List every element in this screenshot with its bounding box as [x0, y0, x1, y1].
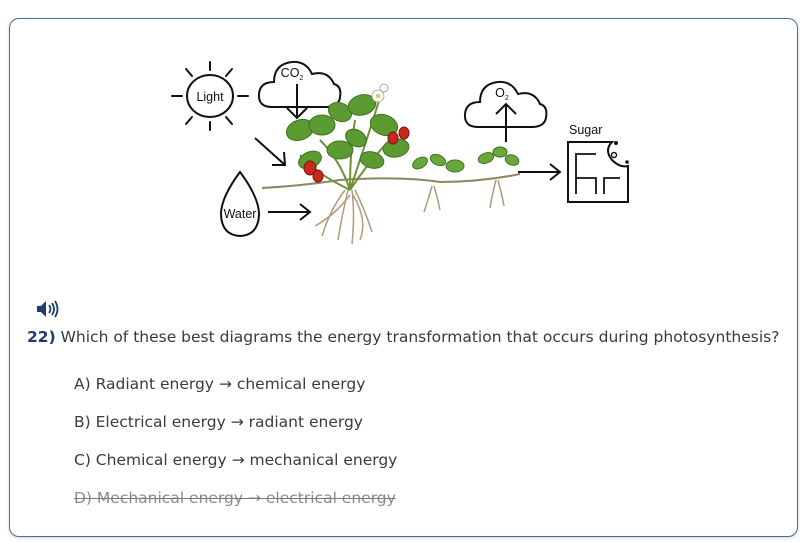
- light-arrow: [255, 138, 285, 165]
- speaker-icon: [35, 298, 61, 320]
- sugar-arrow: [518, 164, 560, 180]
- choice-c[interactable]: C) Chemical energy → mechanical energy: [74, 451, 398, 469]
- question-text: [27, 328, 779, 346]
- o2-cloud-icon: [465, 82, 546, 142]
- sugar-icon: [568, 123, 629, 202]
- sugar-label: Sugar: [569, 123, 603, 137]
- water-label: Water: [223, 207, 257, 221]
- audio-button[interactable]: [35, 298, 61, 320]
- sun-icon: [172, 62, 248, 130]
- question-number: 22): [27, 328, 56, 346]
- light-label: Light: [196, 90, 224, 104]
- o2-label: $O_2$: [495, 86, 509, 102]
- choice-b[interactable]: B) Electrical energy → radiant energy: [74, 413, 363, 431]
- co2-label: $CO_2$: [280, 66, 304, 82]
- question-prompt: Which of these best diagrams the energy transformation that occurs during photosynthesis?: [60, 328, 780, 346]
- choice-d[interactable]: D) Mechanical energy → electrical energy: [74, 489, 396, 507]
- choice-a[interactable]: A) Radiant energy → chemical energy: [74, 375, 366, 393]
- water-drop-icon: [221, 172, 310, 236]
